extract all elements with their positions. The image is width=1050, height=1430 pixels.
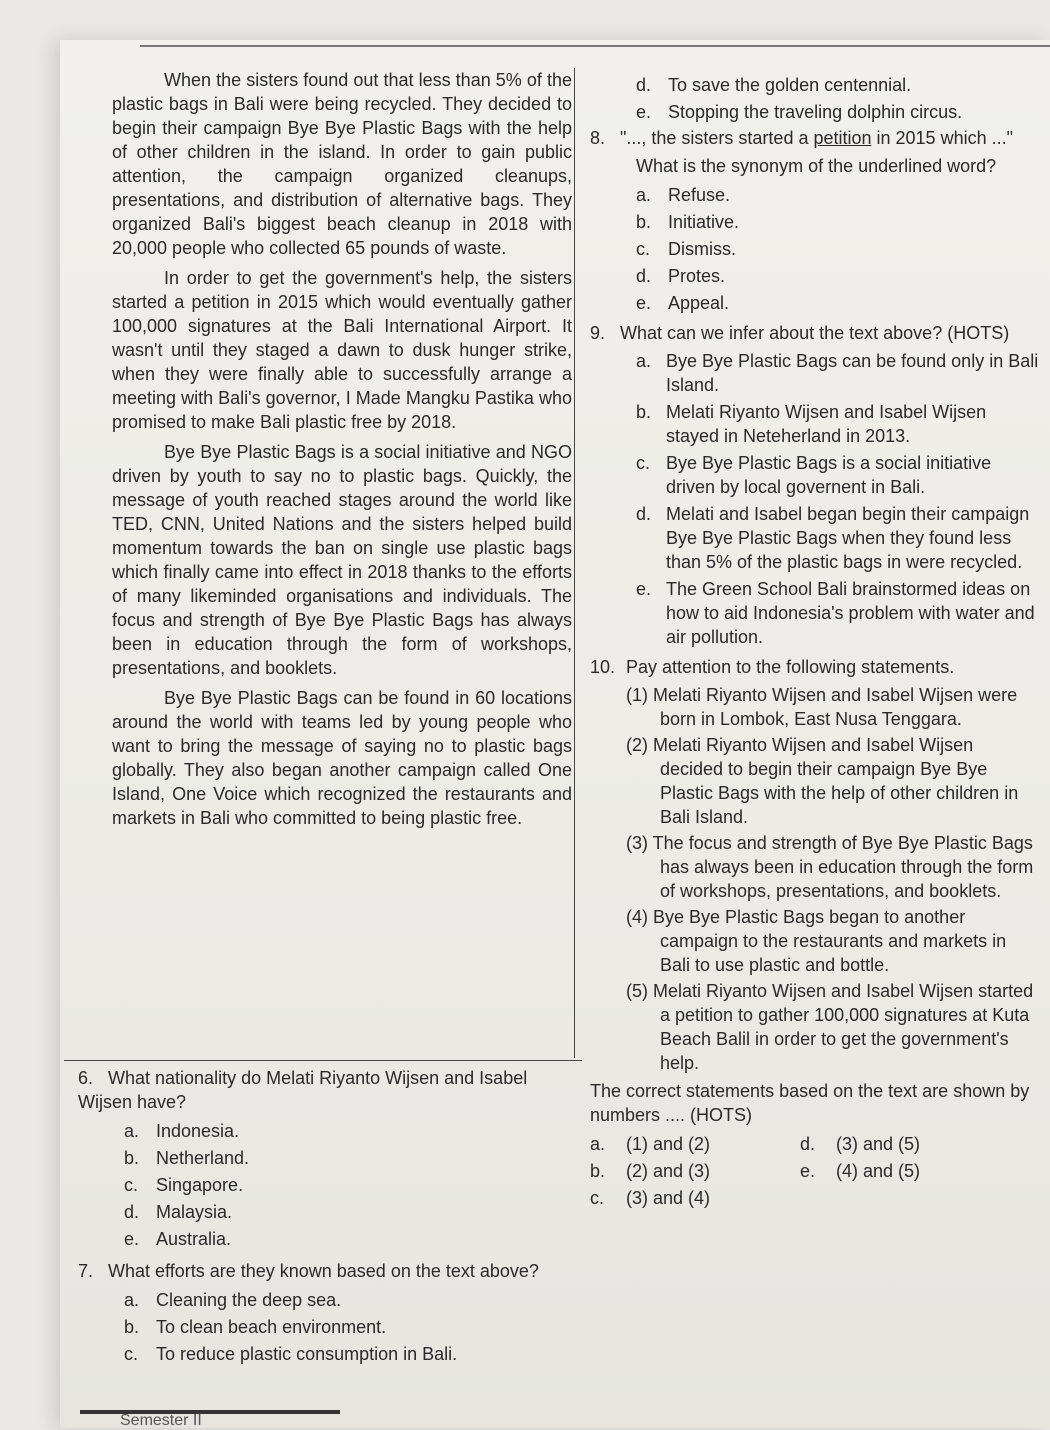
option-letter: d.: [636, 75, 652, 95]
footer-label: Semester II: [120, 1412, 202, 1429]
option-letter: a.: [124, 1290, 140, 1310]
q7-option-c[interactable]: [78, 1341, 578, 1368]
q9-option-c[interactable]: [590, 451, 1040, 499]
statement-4: (4) Bye Bye Plastic Bags began to another campaign to the restaurants and markets in Bali to use plastic and bottle.: [626, 907, 1007, 975]
option-text: To reduce plastic consumption in Bali.: [156, 1344, 458, 1364]
question-number: 8.: [590, 128, 606, 148]
passage-paragraph-1: When the sisters found out that less than 5% of the plastic bags in Bali were being recycled. They decided to begin their campaign Bye Bye Plastic Bags with the help of other children in the island. In order to gain public attention, the campaign organized cleanups, presentations, and distribution of alternative bags. They organized Bali's biggest beach cleanup in 2018 with 20,000 people who collected 65 pounds of waste.: [112, 70, 572, 258]
question-text: What nationality do Melati Riyanto Wijsen and Isabel Wijsen have?: [78, 1068, 528, 1112]
question-10: [590, 655, 1040, 679]
option-letter: c.: [590, 1188, 605, 1208]
q10-option-b[interactable]: [590, 1158, 800, 1185]
q10-option-d[interactable]: [800, 1131, 1010, 1158]
option-letter: a.: [124, 1121, 140, 1141]
option-letter: b.: [124, 1148, 140, 1168]
option-letter: d.: [636, 504, 652, 524]
option-letter: d.: [636, 266, 652, 286]
option-letter: e.: [636, 102, 652, 122]
q9-option-a[interactable]: [590, 349, 1040, 397]
q7-option-d[interactable]: [590, 72, 1040, 99]
option-letter: c.: [636, 453, 651, 473]
q9-option-d[interactable]: [590, 502, 1040, 574]
statement-5: (5) Melati Riyanto Wijsen and Isabel Wijsen started a petition to gather 100,000 signatures at Kuta Beach Balil in order to get the government's help.: [626, 981, 1034, 1073]
q7-option-b[interactable]: [78, 1314, 578, 1341]
q7-option-e[interactable]: [590, 99, 1040, 126]
option-letter: e.: [636, 293, 652, 313]
q6-option-a[interactable]: [78, 1118, 578, 1145]
option-text: Initiative.: [668, 212, 740, 232]
statement-1: (1) Melati Riyanto Wijsen and Isabel Wijsen were born in Lombok, East Nusa Tenggara.: [626, 685, 1018, 729]
q10-option-a[interactable]: [590, 1131, 800, 1158]
q8-option-e[interactable]: [590, 290, 1040, 317]
option-text: (3) and (5): [836, 1134, 921, 1154]
question-10-prompt: The correct statements based on the text are shown by numbers .... (HOTS): [590, 1081, 1030, 1125]
question-number: 7.: [78, 1261, 94, 1281]
q6-option-b[interactable]: [78, 1145, 578, 1172]
question-9: [590, 321, 1040, 345]
option-letter: c.: [124, 1344, 139, 1364]
option-letter: a.: [636, 351, 652, 371]
questions-right: [590, 72, 1040, 1212]
q10-options: [590, 1131, 1040, 1212]
option-letter: a.: [636, 185, 652, 205]
option-text: Australia.: [156, 1229, 232, 1249]
questions-left: [78, 1066, 578, 1368]
question-text: What can we infer about the text above? (HOTS): [620, 323, 1010, 343]
question-7: [78, 1259, 578, 1283]
question-8: [590, 126, 1040, 150]
passage-bottom-rule: [64, 1060, 582, 1061]
question-text-before: "..., the sisters started a: [620, 128, 814, 148]
option-text: Refuse.: [668, 185, 731, 205]
q8-option-d[interactable]: [590, 263, 1040, 290]
q9-option-b[interactable]: [590, 400, 1040, 448]
option-letter: b.: [124, 1317, 140, 1337]
option-text: Cleaning the deep sea.: [156, 1290, 342, 1310]
column-divider: [574, 68, 575, 1058]
option-letter: d.: [800, 1134, 816, 1154]
reading-passage: [112, 68, 572, 836]
question-text: What efforts are they known based on the text above?: [108, 1261, 539, 1281]
q6-option-d[interactable]: [78, 1199, 578, 1226]
option-letter: e.: [636, 579, 652, 599]
option-letter: e.: [124, 1229, 140, 1249]
statement-3: (3) The focus and strength of Bye Bye Plastic Bags has always been in education through the form of workshops, presentations, and booklets.: [626, 833, 1034, 901]
option-letter: a.: [590, 1134, 606, 1154]
passage-paragraph-3: Bye Bye Plastic Bags is a social initiative and NGO driven by youth to say no to plastic bags. Quickly, the message of youth reached stages around the world like TED, CNN, United Nations and the sisters helped build momentum towards the ban on single use plastic bags which finally came into effect in 2018 thanks to the efforts of many likeminded organisations and individuals. The focus and strength of Bye Bye Plastic Bags has always been in education through the form of workshops, presentations, and booklets.: [112, 442, 572, 678]
option-text: Singapore.: [156, 1175, 244, 1195]
statement-2: (2) Melati Riyanto Wijsen and Isabel Wijsen decided to begin their campaign Bye Bye Plastic Bags with the help of other children in Bali Island.: [626, 735, 1019, 827]
page-footer: [80, 1406, 380, 1428]
q10-option-e[interactable]: [800, 1158, 1010, 1185]
option-text: (3) and (4): [626, 1188, 711, 1208]
question-6: [78, 1066, 578, 1114]
option-text: Indonesia.: [156, 1121, 240, 1141]
option-letter: d.: [124, 1202, 140, 1222]
option-text: Malaysia.: [156, 1202, 233, 1222]
option-letter: b.: [636, 402, 652, 422]
option-letter: c.: [636, 239, 651, 259]
option-letter: b.: [590, 1161, 606, 1181]
q10-option-c[interactable]: [590, 1185, 800, 1212]
option-text: The Green School Bali brainstormed ideas on how to aid Indonesia's problem with water and air pollution.: [666, 579, 1035, 647]
option-text: Dismiss.: [668, 239, 736, 259]
q6-option-e[interactable]: [78, 1226, 578, 1253]
q9-option-e[interactable]: [590, 577, 1040, 649]
passage-paragraph-4: Bye Bye Plastic Bags can be found in 60 locations around the world with teams led by young people who want to bring the message of saying no to plastic bags globally. They also began another campaign called One Island, One Voice which recognized the restaurants and markets in Bali who committed to being plastic free.: [112, 688, 572, 828]
option-text: To clean beach environment.: [156, 1317, 387, 1337]
question-number: 10.: [590, 657, 616, 677]
q7-option-a[interactable]: [78, 1287, 578, 1314]
question-8-prompt: What is the synonym of the underlined word?: [636, 156, 997, 176]
option-text: Melati Riyanto Wijsen and Isabel Wijsen stayed in Neteherland in 2013.: [666, 402, 987, 446]
option-letter: c.: [124, 1175, 139, 1195]
footer-bar: [80, 1410, 340, 1414]
q8-option-a[interactable]: [590, 182, 1040, 209]
option-letter: b.: [636, 212, 652, 232]
q6-option-c[interactable]: [78, 1172, 578, 1199]
passage-paragraph-2: In order to get the government's help, the sisters started a petition in 2015 which would eventually gather 100,000 signatures at the Bali International Airport. It wasn't until they staged a dawn to dusk hunger strike, when they were finally able to successfully arrange a meeting with Bali's governor, I Made Mangku Pastika who promised to make Bali plastic free by 2018.: [112, 268, 572, 432]
option-text: Netherland.: [156, 1148, 250, 1168]
option-text: Appeal.: [668, 293, 730, 313]
option-text: Bye Bye Plastic Bags can be found only in Bali Island.: [666, 351, 1039, 395]
question-number: 6.: [78, 1068, 94, 1088]
question-number: 9.: [590, 323, 606, 343]
option-text: Melati and Isabel began begin their campaign Bye Bye Plastic Bags when they found less than 5% of the plastic bags in were recycled.: [666, 504, 1030, 572]
option-text: (4) and (5): [836, 1161, 921, 1181]
underlined-word: petition: [813, 128, 872, 148]
option-text: Stopping the traveling dolphin circus.: [668, 102, 963, 122]
q8-option-c[interactable]: [590, 236, 1040, 263]
option-text: Bye Bye Plastic Bags is a social initiative driven by local governent in Bali.: [666, 453, 992, 497]
option-text: To save the golden centennial.: [668, 75, 912, 95]
option-text: (1) and (2): [626, 1134, 711, 1154]
option-text: Protes.: [668, 266, 726, 286]
option-letter: e.: [800, 1161, 816, 1181]
question-text-after: in 2015 which ...": [871, 128, 1013, 148]
q8-option-b[interactable]: [590, 209, 1040, 236]
question-text: Pay attention to the following statements.: [626, 657, 955, 677]
option-text: (2) and (3): [626, 1161, 711, 1181]
top-rule: [140, 45, 1050, 47]
